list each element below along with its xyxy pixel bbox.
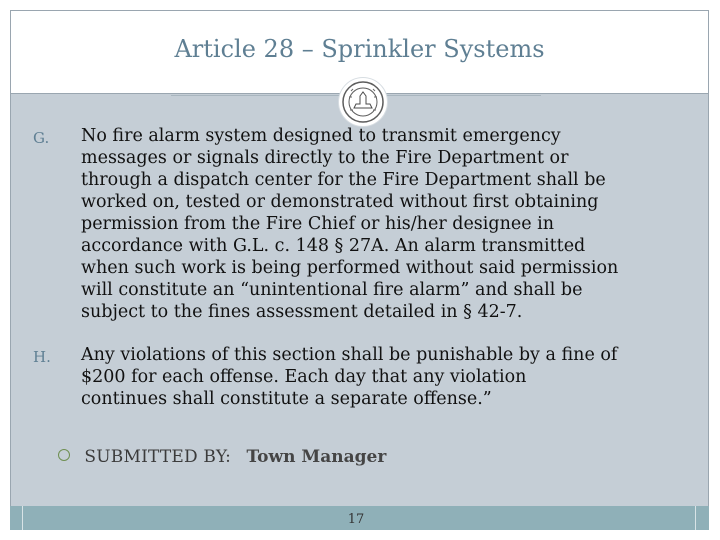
paragraph-h-text: Any violations of this section shall be punishable by a fine of $200 for each offense. Each day that any violation continues shall constitute a separate offense.”	[81, 345, 618, 409]
submitted-by-value: Town Manager	[246, 447, 387, 467]
slide	[10, 10, 709, 529]
bullet-icon	[58, 449, 70, 461]
paragraph-g-text: No fire alarm system designed to transmit emergency messages or signals directly to the Fire Department or through a dispatch center for the Fire Department shall be worked on, tested or demonstrated without first obtaining permission from the Fire Chief or his/her designee in accordance with G.L. c. 148 § 27A. An alarm transmitted when such work is being performed without said permission will constitute an “unintentional fire alarm” and shall be subject to the fines assessment detailed in § 42-7.	[81, 126, 619, 322]
paragraph-h	[33, 344, 618, 410]
page-number: 17	[347, 512, 365, 527]
footer-divider	[695, 506, 696, 530]
paragraph-g-marker: G.	[33, 129, 50, 147]
town-seal-icon	[339, 78, 387, 126]
paragraph-h-marker: H.	[33, 348, 51, 366]
paragraph-g	[33, 125, 619, 323]
submitted-by-row	[58, 447, 386, 467]
footer-divider	[22, 506, 23, 530]
submitted-by-label: SUBMITTED BY:	[84, 447, 232, 467]
slide-title: Article 28 – Sprinkler Systems	[174, 35, 545, 63]
